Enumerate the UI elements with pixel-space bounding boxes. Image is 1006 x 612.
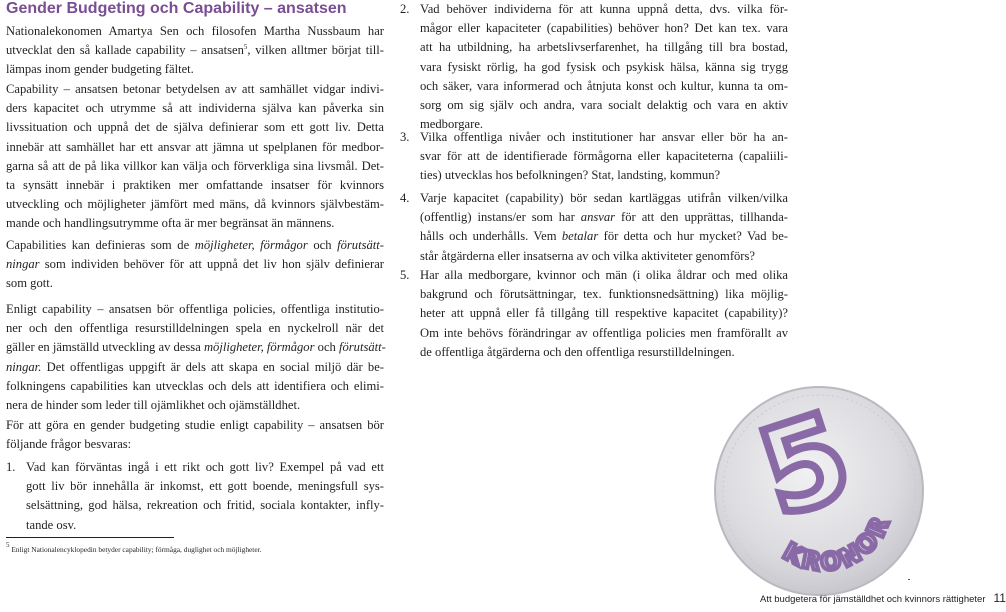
coin-text: KRONOR: [778, 510, 896, 577]
public-policy-paragraph: [6, 300, 384, 415]
page-title: Gender Budgeting och Capability – ansatsen: [6, 0, 347, 17]
page-footer: [760, 591, 1006, 607]
text-line: heter att uppnå eller få tillgång till respektive kapacitet (capability)?: [420, 306, 788, 321]
text-line: ders kapacitet och utrymme så att individerna själva kan påverka sin: [6, 101, 384, 116]
text-line: Varje kapacitet (capability) bör sedan kartläggas utifrån vilken/vilka: [420, 191, 788, 205]
text-line: folkningens capabilities kan utvecklas och dels att identifiera och elimi-: [6, 378, 384, 393]
capability-approach-paragraph: [6, 80, 384, 234]
text-line: ta synsätt innebär i praktiken mer omfattande insatser för kvinnors: [6, 178, 384, 193]
text-line: lämpas inom gender budgeting fältet.: [6, 62, 194, 77]
footnote-divider: [6, 537, 174, 538]
list-number: 3.: [400, 130, 410, 144]
text-line: att ha utbildning, ha arbetslivserfarenhet, ha tillgång till bra bostad,: [420, 40, 788, 55]
text-line: För att göra en gender budgeting studie enligt capability – ansatsen bör: [6, 418, 384, 432]
text-line: Vad kan förväntas ingå i ett rikt och gott liv? Exempel på vad ett: [26, 460, 384, 474]
text-line: Enligt capability – ansatsen bör offentliga policies, offentliga institutio-: [6, 302, 384, 316]
mark-dot: [908, 579, 910, 580]
list-number: 2.: [400, 2, 410, 16]
list-number: 4.: [400, 191, 410, 205]
footnote: 5 Enligt Nationalencyklopedin betyder capability; förmåga, duglighet och möjligheter.: [6, 541, 262, 554]
text-line: ner och den offentliga resurstilldelningen spela en nyckelroll när det: [6, 321, 384, 336]
list-number: 5.: [400, 268, 410, 282]
coin-numeral: 5: [744, 386, 867, 545]
text-line: utveckling och möjligheter jämfört med mäns, då kvinnors självbestäm-: [6, 197, 384, 212]
text-line: ningar. Det offentligas uppgift är dels att skapa en social miljö där be-: [6, 359, 384, 374]
text-line: garna så att de på lika villkor kan välja och förverkliga sina livsmål. Det-: [6, 158, 384, 173]
text-line: ningar som individen behöver för att uppnå det liv hon själv definierar: [6, 257, 384, 272]
text-line: mågor eller kapaciteter (capabilities) behöver hon? Det kan tex. vara: [420, 21, 788, 36]
five-kronor-coin-illustration: [712, 384, 926, 598]
text-line: nera de hinder som leder till ojämlikhet och ojämställdhet.: [6, 398, 301, 413]
text-line: Capability – ansatsen betonar betydelsen av att samhället vidgar indivi-: [6, 82, 384, 96]
text-line: som gott.: [6, 276, 53, 291]
text-line: gäller en jämställd utveckling av dessa möjligheter, förmågor och förutsätt-: [6, 340, 386, 355]
capabilities-definition-paragraph: [6, 236, 384, 294]
text-line: Om inte behövs förändringar av offentliga policies men framförallt av: [420, 325, 788, 340]
text-line: selsättning, god hälsa, rekreation och fritid, sociala kontakter, infly-: [26, 498, 384, 513]
questions-intro-paragraph: [6, 416, 384, 454]
text-line: tande osv.: [26, 517, 77, 532]
text-line: och säker, vara informerad och åtnjuta konst och kultur, kunna ta om-: [420, 78, 788, 93]
text-line: vara fysiskt rörlig, ha god fysisk och psykisk hälsa, känna sig trygg: [420, 59, 788, 74]
text-line: gott liv bör innehålla är inkomst, ett gott boende, meningsfull sys-: [26, 479, 384, 494]
text-line: bakgrund och förutsättningar, tex. funktionsnedsättning) lika möjlig-: [420, 287, 788, 302]
text-line: sorg om sig själv och andra, vara socialt delaktig och vara en aktiv: [420, 98, 788, 113]
question-3: [400, 128, 788, 186]
text-line: livssituation och uppnå det de själva definierar som ett gott liv. Detta: [6, 120, 384, 135]
text-line: följande frågor besvaras:: [6, 437, 132, 452]
footer-title: Att budgetera för jämställdhet och kvinnors rättigheter: [760, 594, 986, 605]
text-line: Nationalekonomen Amartya Sen och filosofen Martha Nussbaum har: [6, 24, 384, 38]
text-line: (offentlig) instans/er som har ansvar för att den upprättas, tillhanda-: [420, 210, 788, 225]
text-line: utvecklat den så kallade capability – ansatsen$^5$, vilken alltmer börjat till-: [6, 43, 384, 58]
text-line: svar för att de identifierade förmågorna eller kapaciteterna (capaliili-: [420, 149, 788, 164]
text-line: Vad behöver individerna för att kunna uppnå detta, dvs. vilka för-: [420, 2, 788, 16]
text-line: medborgare.: [420, 117, 484, 132]
question-5: [400, 266, 788, 362]
text-line: Capabilities kan definieras som de möjligheter, förmågor och förutsätt-: [6, 238, 384, 252]
text-line: Vilka offentliga nivåer och institutioner har ansvar eller bör ha an-: [420, 130, 788, 144]
footnote-marker: 5: [243, 43, 248, 52]
text-line: innebär att samhället har ett ansvar att jämna ut spelplanen för medbor-: [6, 139, 384, 154]
question-1: [6, 458, 384, 535]
text-line: mande och handlingsutrymme ofta är mer begränsat än männens.: [6, 216, 335, 231]
text-line: ties) utvecklas hos befolkningen? Stat, landsting, kommun?: [420, 168, 721, 183]
list-number: 1.: [6, 460, 16, 474]
page-number: 11: [993, 591, 1006, 605]
question-4: [400, 189, 788, 266]
text-line: Har alla medborgare, kvinnor och män (i olika åldrar och med olika: [420, 268, 788, 282]
question-2: [400, 0, 788, 134]
text-line: står åtgärderna eller insatserna av och vilka aktiviteter genomförs?: [420, 248, 755, 263]
text-line: de offentliga åtgärderna och den offentliga resurstilldelningen.: [420, 344, 735, 359]
intro-paragraph: [6, 22, 384, 80]
text-line: hålls och underhålls. Vem betalar för detta och hur mycket? Vad be-: [420, 229, 789, 244]
